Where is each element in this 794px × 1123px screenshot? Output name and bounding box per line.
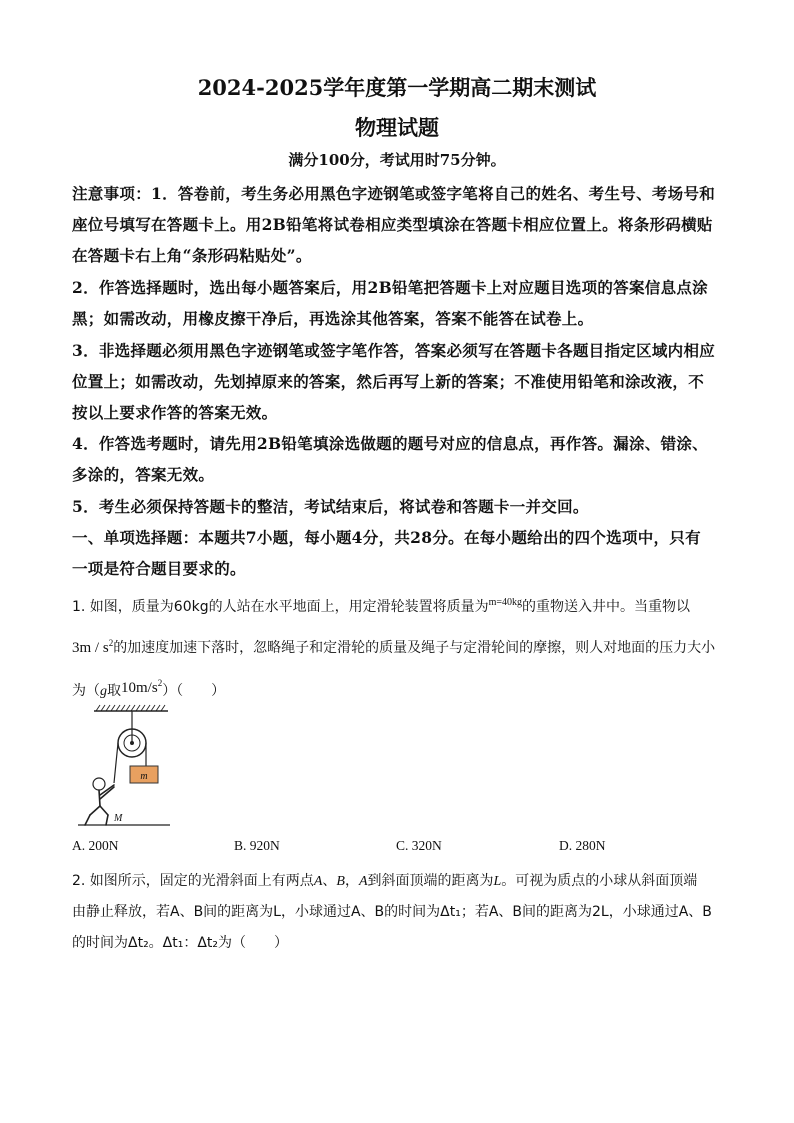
notes-line: 位置上；如需改动，先划掉原来的答案，然后再写上新的答案；不准使用铅笔和涂改液，不 xyxy=(72,372,705,391)
section-heading: 一、单项选择题：本题共7小题，每小题4分，共28分。在每小题给出的四个选项中，只有 xyxy=(72,528,701,547)
notes-line: 按以上要求作答的答案无效。 xyxy=(72,403,278,422)
acceleration-value: $3m / s^2$ xyxy=(72,638,114,656)
notes-line: 注意事项：1．答卷前，考生务必用黑色字迹钢笔或签字笔将自己的姓名、考生号、考场号和 xyxy=(72,184,716,203)
pulley-figure xyxy=(78,703,178,829)
notes-line: 黑；如需改动，用橡皮擦干净后，再选涂其他答案，答案不能答在试卷上。 xyxy=(72,309,594,328)
q1-line-1: 1. 如图，质量为60kg的人站在水平地面上，用定滑轮装置将质量为$^{m=40kg}$的重物送入井中。当重物以 xyxy=(72,597,691,615)
section-heading: 一项是符合题目要求的。 xyxy=(72,559,246,578)
svg-text:M: M xyxy=(114,813,123,824)
score-info: 满分100分，考试用时75分钟。 xyxy=(288,151,506,169)
exam-title: 2024-2025学年度第一学期高二期末测试 xyxy=(197,75,597,100)
notes-line: 2．作答选择题时，选出每小题答案后，用2B铅笔把答题卡上对应题目选项的答案信息点涂 xyxy=(72,278,708,297)
subject-title: 物理试题 xyxy=(355,115,439,140)
notes-line: 座位号填写在答题卡上。用2B铅笔将试卷相应类型填涂在答题卡相应位置上。将条形码横贴 xyxy=(72,215,713,234)
q1-option-a: A. 200N xyxy=(72,838,119,853)
notes-line: 多涂的，答案无效。 xyxy=(72,465,215,484)
svg-text:m: m xyxy=(140,771,148,782)
q1-line-3: 为（g取$10m/s^2$）（ ） xyxy=(72,678,226,699)
q1-option-b: B. 920N xyxy=(234,838,280,853)
q2-line-2: 由静止释放，若A、B间的距离为L，小球通过A、B的时间为Δt₁；若A、B间的距离为2L，小球通过A、B xyxy=(72,904,712,920)
q1-option-d: D. 280N xyxy=(559,838,606,853)
mass-expression: m=40kg xyxy=(488,597,523,608)
notes-line: 5．考生必须保持答题卡的整洁，考试结束后，将试卷和答题卡一并交回。 xyxy=(72,497,589,516)
q2-line-1: 2. 如图所示，固定的光滑斜面上有两点A、B，A到斜面顶端的距离为L。可视为质点的小球从斜面顶端 xyxy=(72,873,698,889)
notes-line: 在答题卡右上角“条形码粘贴处”。 xyxy=(72,246,312,265)
notes-line: 3．非选择题必须用黑色字迹钢笔或签字笔作答，答案必须写在答题卡各题目指定区域内相应 xyxy=(72,341,716,360)
notes-line: 4．作答选考题时，请先用2B铅笔填涂选做题的题号对应的信息点，再作答。漏涂、错涂、 xyxy=(72,434,708,453)
person-head xyxy=(93,778,105,790)
q1-option-c: C. 320N xyxy=(396,838,442,853)
q2-line-3: 的时间为Δt₂。Δt₁：Δt₂为（ ） xyxy=(72,935,289,951)
q1-line-2: $3m / s^2$的加速度加速下落时，忽略绳子和定滑轮的质量及绳子与定滑轮间的摩擦，则人对地面的压力大小 xyxy=(72,638,716,656)
gravity-value: $10m/s^2$ xyxy=(121,678,163,696)
